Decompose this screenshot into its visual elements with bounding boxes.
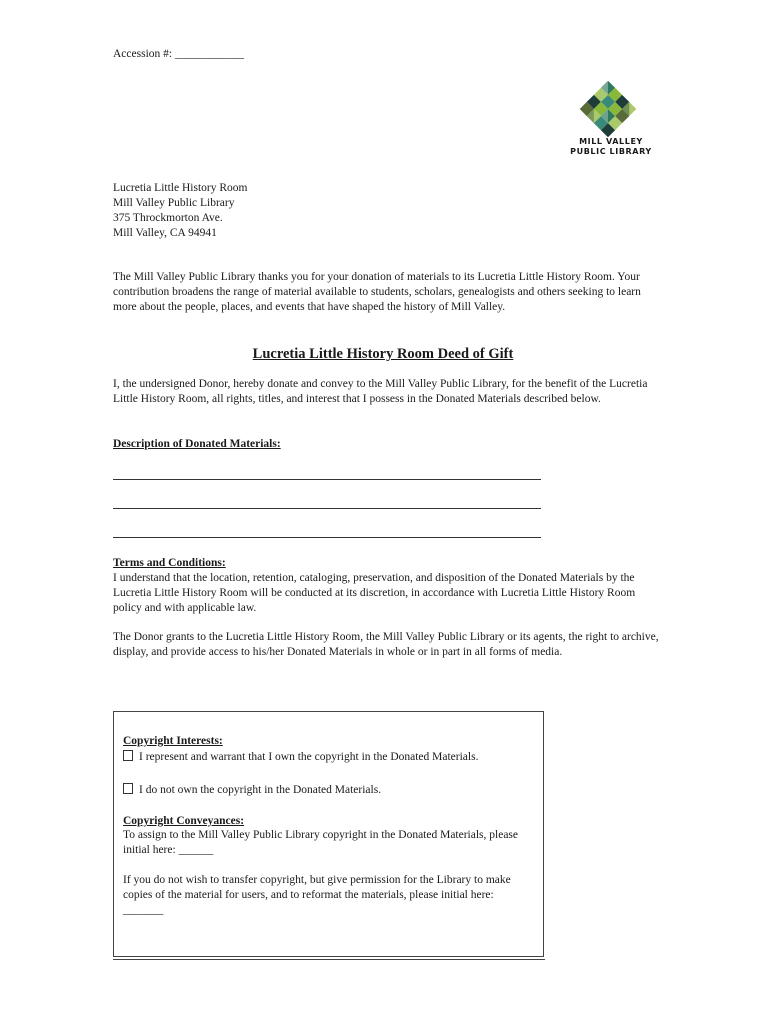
copyright-option-not-own[interactable] [123, 783, 381, 798]
terms-heading: Terms and Conditions: [113, 557, 226, 569]
logo-line-1: MILL VALLEY [579, 137, 643, 146]
box-underline [113, 959, 545, 960]
address-line-4: Mill Valley, CA 94941 [113, 227, 217, 239]
description-heading: Description of Donated Materials: [113, 438, 281, 450]
library-logo-wordmark [566, 137, 656, 157]
accession-number: Accession #: ____________ [113, 48, 244, 60]
library-logo-mark-icon [560, 80, 660, 138]
description-line-1[interactable] [113, 479, 541, 480]
conveyance-heading: Copyright Conveyances: [123, 815, 245, 827]
deed-title: Lucretia Little History Room Deed of Gift [252, 346, 514, 362]
description-line-3[interactable] [113, 537, 541, 538]
address-line-1: Lucretia Little History Room [113, 182, 248, 194]
logo-line-2: PUBLIC LIBRARY [570, 147, 652, 156]
copyright-option-own[interactable] [123, 750, 478, 765]
checkbox-own-copyright[interactable] [123, 750, 133, 761]
terms-paragraph: I understand that the location, retention, cataloging, preservation, and disposition of the Donated Materials by the Lucretia Little History Room will be conducted at its discretion, in accordance with Lucretia Little History Room policy and with applicable law. [113, 572, 636, 614]
option-not-own-label: I do not own the copyright in the Donated Materials. [139, 784, 382, 796]
library-logo [560, 80, 660, 156]
option-own-label: I represent and warrant that I own the copyright in the Donated Materials. [139, 751, 479, 763]
copyright-heading: Copyright Interests: [123, 735, 223, 747]
address-line-3: 375 Throckmorton Ave. [113, 212, 223, 224]
donor-grant-paragraph: The Donor grants to the Lucretia Little History Room, the Mill Valley Public Library or its agents, the right to archive, display, and provide access to his/her Donated Materials in whole or in part in all forms of media. [113, 631, 659, 658]
intro-paragraph: The Mill Valley Public Library thanks you for your donation of materials to its Lucretia Little History Room. Your contribution broadens the range of material available to students, scholars, genealogists and others seeking to learn more about the people, places, and events that have shaped the history of Mill Valley. [113, 271, 641, 313]
grant-paragraph: I, the undersigned Donor, hereby donate and convey to the Mill Valley Public Library, for the benefit of the Lucretia Little History Room, all rights, titles, and interest that I possess in the Donated Materials described below. [113, 378, 648, 405]
checkbox-not-own-copyright[interactable] [123, 783, 133, 794]
permission-text: If you do not wish to transfer copyright, but give permission for the Library to make copies of the material for users, and to reformat the materials, please initial here: _______ [123, 874, 511, 916]
address-line-2: Mill Valley Public Library [113, 197, 235, 209]
conveyance-text: To assign to the Mill Valley Public Library copyright in the Donated Materials, please initial here: ______ [123, 829, 519, 856]
mailing-address [113, 181, 247, 241]
description-line-2[interactable] [113, 508, 541, 509]
